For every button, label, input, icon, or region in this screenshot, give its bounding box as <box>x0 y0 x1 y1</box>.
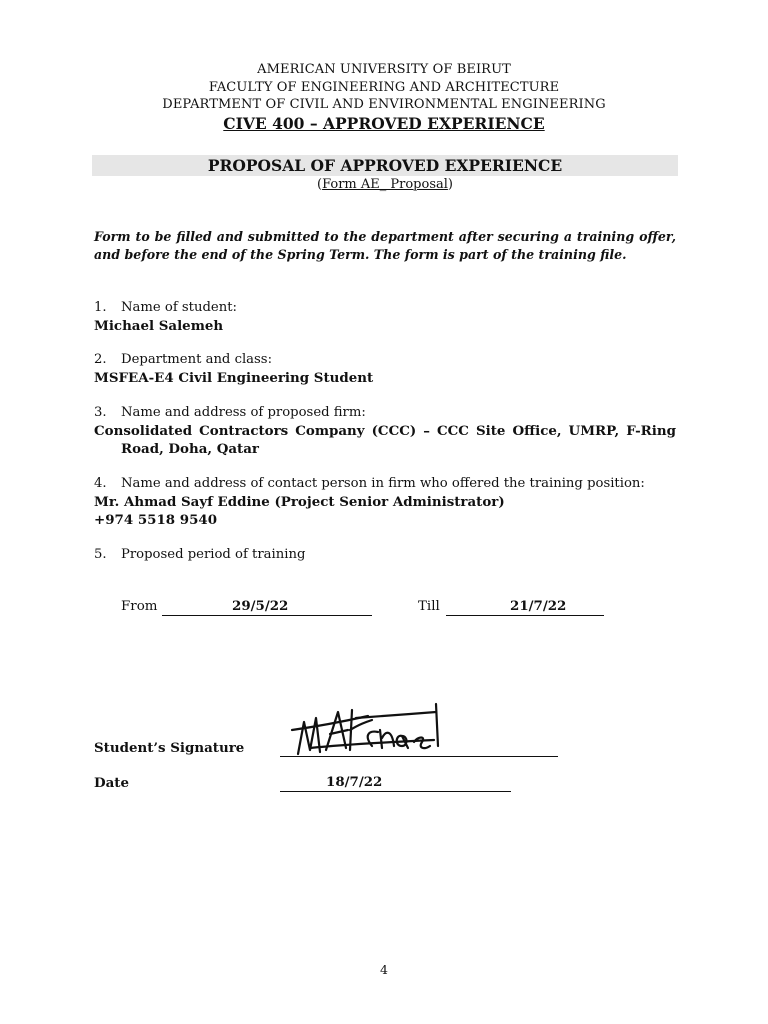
date-field: 18/7/22 <box>280 774 511 792</box>
signature-label: Student’s Signature <box>94 740 245 756</box>
faculty-name: FACULTY OF ENGINEERING AND ARCHITECTURE <box>208 80 560 95</box>
till-label: Till <box>418 599 440 614</box>
from-date-field: 29/5/22 <box>162 598 372 616</box>
question-4: 4. Name and address of contact person in firm who offered the training position: <box>94 476 645 491</box>
question-3: 3. Name and address of proposed firm: <box>94 405 366 420</box>
till-date-field: 21/7/22 <box>446 598 604 616</box>
course-title: CIVE 400 – APPROVED EXPERIENCE <box>223 114 545 133</box>
answer-firm-line1: Consolidated Contractors Company (CCC) – CCC Site Office, UMRP, F-Ring <box>94 423 676 439</box>
answer-firm-line2: Road, Doha, Qatar <box>121 441 259 457</box>
from-label: From <box>121 599 158 614</box>
form-code: (Form AE_ Proposal) <box>317 177 453 192</box>
answer-contact-name: Mr. Ahmad Sayf Eddine (Project Senior Administrator) <box>94 494 505 510</box>
answer-contact-phone: +974 5518 9540 <box>94 512 218 528</box>
instructions: Form to be filled and submitted to the department after securing a training offer, and before the end of the Spring Term. The form is part of the training file. <box>94 229 676 262</box>
form-code-name: Form AE_ Proposal <box>322 177 448 192</box>
question-5: 5. Proposed period of training <box>94 547 306 562</box>
question-1: 1. Name of student: <box>94 300 237 315</box>
question-2: 2. Department and class: <box>94 352 273 367</box>
answer-student-name: Michael Salemeh <box>94 318 224 334</box>
date-label: Date <box>94 775 129 791</box>
university-name: AMERICAN UNIVERSITY OF BEIRUT <box>257 62 511 77</box>
page-number: 4 <box>380 962 388 977</box>
handwritten-signature <box>290 700 450 760</box>
form-title: PROPOSAL OF APPROVED EXPERIENCE <box>207 156 563 175</box>
answer-department-class: MSFEA-E4 Civil Engineering Student <box>94 370 374 386</box>
department-name: DEPARTMENT OF CIVIL AND ENVIRONMENTAL ENGINEERING <box>162 97 606 112</box>
